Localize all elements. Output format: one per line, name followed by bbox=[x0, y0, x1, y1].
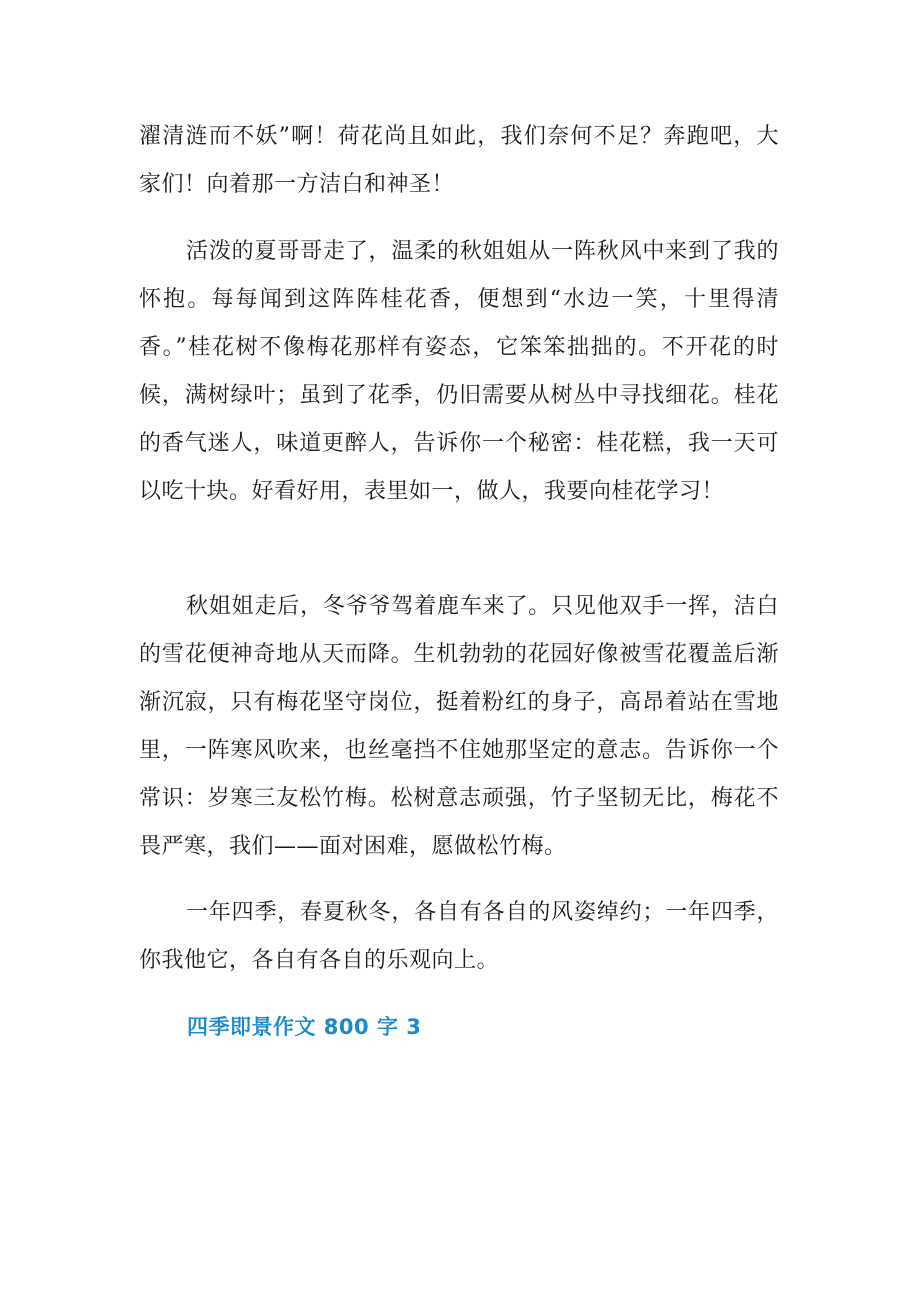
paragraph-winter: 秋姐姐走后，冬爷爷驾着鹿车来了。只见他双手一挥，洁白的雪花便神奇地从天而降。生机勃勃的花园好像被雪花覆盖后渐渐沉寂，只有梅花坚守岗位，挺着粉红的身子，高昂着站在雪地里，一阵寒风吹来，也丝毫挡不住她那坚定的意志。告诉你一个常识：岁寒三友松竹梅。松树意志顽强，竹子坚韧无比，梅花不畏严寒，我们——面对困难，愿做松竹梅。 bbox=[139, 594, 779, 859]
paragraph-conclusion: 一年四季，春夏秋冬，各自有各自的风姿绰约；一年四季，你我他它，各自有各自的乐观向上。 bbox=[139, 900, 779, 973]
section-heading: 四季即景作文 800 字 3 bbox=[187, 1015, 422, 1039]
paragraph-autumn: 活泼的夏哥哥走了，温柔的秋姐姐从一阵秋风中来到了我的怀抱。每每闻到这阵阵桂花香，便想到“水边一笑，十里得清香。”桂花树不像梅花那样有姿态，它笨笨拙拙的。不开花的时候，满树绿叶；虽到了花季，仍旧需要从树丛中寻找细花。桂花的香气迷人，味道更醉人，告诉你一个秘密：桂花糕，我一天可以吃十块。好看好用，表里如一，做人，我要向桂花学习！ bbox=[139, 239, 779, 504]
paragraph-lotus-ending: 濯清涟而不妖”啊！荷花尚且如此，我们奈何不足？奔跑吧，大家们！向着那一方洁白和神圣！ bbox=[139, 124, 779, 197]
